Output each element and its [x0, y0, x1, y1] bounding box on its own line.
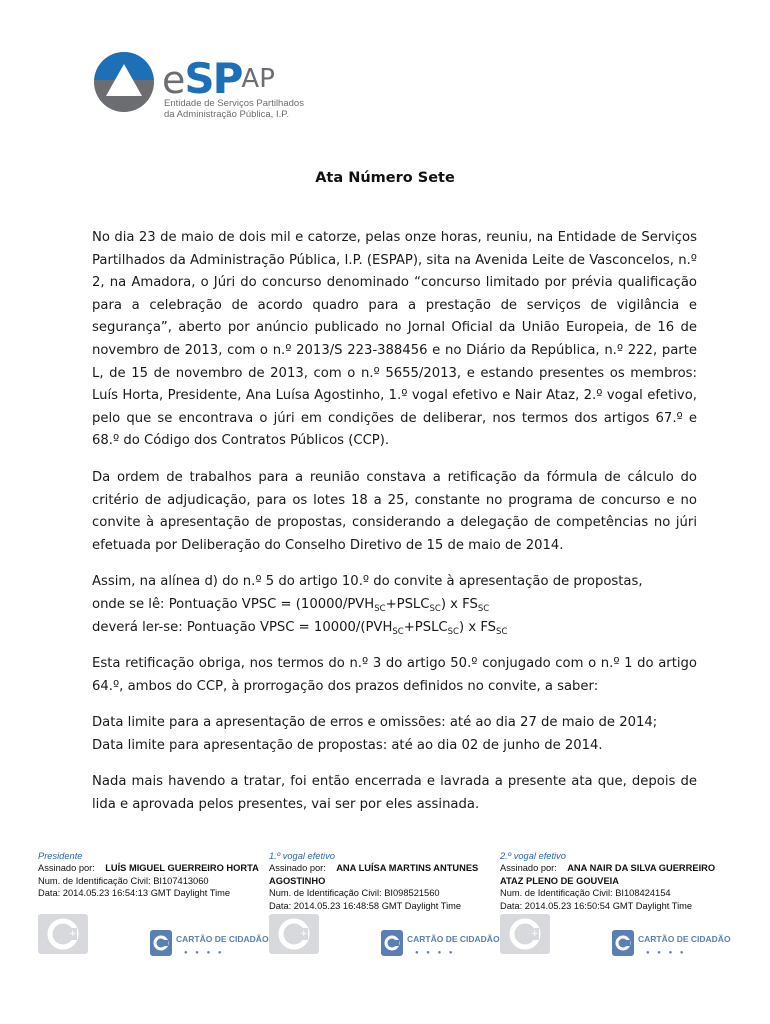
signature-role: 1.º vogal efetivo: [269, 851, 335, 861]
cartao-cidadao-icon: [381, 930, 403, 956]
document-title: Ata Número Sete: [315, 170, 455, 186]
logo-tagline-line1: Entidade de Serviços Partilhados: [164, 98, 304, 109]
cartao-cidadao-logo: [381, 930, 500, 960]
cartao-cidadao-icon: [612, 930, 634, 956]
signature-date: Data: 2014.05.23 16:54:13 GMT Daylight Time: [38, 888, 231, 899]
signature-vogal-1: [269, 850, 500, 956]
logo-word-ap: AP: [241, 64, 275, 94]
cartao-cidadao-logo: [612, 930, 731, 960]
signature-name: LUÍS MIGUEL GUERREIRO HORTA: [105, 863, 259, 874]
logo-tagline-line2: da Administração Pública, I.P.: [164, 109, 289, 120]
logo-word-sp: SP: [184, 54, 242, 103]
cartao-cidadao-icon: [150, 930, 172, 956]
signature-signed-by: Assinado por: ANA LUÍSA MARTINS ANTUNES AGOSTINHO: [269, 863, 479, 886]
logo-word-e: e: [162, 58, 185, 102]
cartao-cidadao-label: CARTÃO DE CIDADÃO: [638, 934, 731, 944]
signature-seal-icon: [500, 914, 550, 954]
signature-date: Data: 2014.05.23 16:48:58 GMT Daylight Time: [269, 900, 462, 911]
svg-text:+: +: [531, 929, 539, 939]
deadline-proposals: Data limite para apresentação de propostas: até ao dia 02 de junho de 2014.: [92, 737, 603, 753]
espap-emblem-icon: [92, 50, 156, 114]
formula-old: onde se lê: Pontuação VPSC = $(10000/PVH_{SC}+PSLC_{SC})$ x $FS_{SC}$: [92, 596, 490, 614]
signature-vogal-2: [500, 850, 731, 956]
svg-text:+: +: [300, 929, 308, 939]
deadline-errors: Data limite para a apresentação de erros e omissões: até ao dia 27 de maio de 2014;: [92, 715, 658, 731]
signature-president: [38, 850, 269, 956]
signature-block: [38, 850, 738, 960]
paragraph-agenda: Da ordem de trabalhos para a reunião constava a retificação da fórmula de cálculo do critério de adjudicação, para os lotes 18 a 25, constante no programa de concurso e no convite à apresentação de propostas, considerando a delegação de competências no júri efetuada por Deliberação do Conselho Diretivo de 15 de maio de 2014.: [92, 469, 697, 553]
signature-signed-by: Assinado por: ANA NAIR DA SILVA GUERREIRO ATAZ PLENO DE GOUVEIA: [500, 863, 716, 886]
cartao-cidadao-dots: ● ● ● ●: [184, 950, 225, 956]
espap-logo: [92, 48, 322, 128]
cartao-cidadao-label: CARTÃO DE CIDADÃO: [407, 934, 500, 944]
signature-id: Num. de Identificação Civil: BI107413060: [38, 875, 209, 886]
paragraph-formula: [92, 571, 697, 639]
document-body: [92, 227, 697, 831]
signature-role: Presidente: [38, 851, 83, 861]
paragraph-extension: Esta retificação obriga, nos termos do n.º 3 do artigo 50.º conjugado com o n.º 1 do artigo 64.º, ambos do CCP, à prorrogação dos prazos definidos no convite, a saber:: [92, 656, 697, 694]
cartao-cidadao-dots: ● ● ● ●: [415, 950, 456, 956]
signature-name: ANA LUÍSA MARTINS ANTUNES AGOSTINHO: [269, 863, 479, 886]
signature-seal-icon: [269, 914, 319, 954]
paragraph-opening: No dia 23 de maio de dois mil e catorze, pelas onze horas, reuniu, na Entidade de Serviços Partilhados da Administração Pública, I.P. (ESPAP), sita na Avenida Leite de Vasconcelos, n.º 2, na Amadora, o Júri do concurso denominado “concurso limitado por prévia qualificação para a celebração de acordo quadro para a prestação de serviços de vigilância e segurança”, aberto por anúncio publicado no Jornal Oficial da União Europeia, de 16 de novembro de 2013, com o n.º 2013/S 223-388456 e no Diário da República, n.º 222, parte L, de 15 de novembro de 2013, com o n.º 5655/2013, e estando presentes os membros: Luís Horta, Presidente, Ana Luísa Agostinho, 1.º vogal efetivo e Nair Ataz, 2.º vogal efetivo, pelo que se encontrava o júri em condições de deliberar, nos termos dos artigos 67.º e 68.º do Código dos Contratos Públicos (CCP).: [92, 230, 697, 449]
logo-wordmark: [162, 54, 275, 103]
cartao-cidadao-label: CARTÃO DE CIDADÃO: [176, 934, 269, 944]
signature-id: Num. de Identificação Civil: BI098521560: [269, 888, 440, 899]
formula-intro: Assim, na alínea d) do n.º 5 do artigo 10.º do convite à apresentação de propostas,: [92, 574, 643, 590]
cartao-cidadao-dots: ● ● ● ●: [646, 950, 687, 956]
signature-seal-icon: [38, 914, 88, 954]
formula-new: deverá ler-se: Pontuação VPSC = $10000/(PVH_{SC}+PSLC_{SC})$ x $FS_{SC}$: [92, 619, 508, 637]
svg-text:+: +: [69, 929, 77, 939]
logo-tagline: [164, 98, 304, 120]
signature-id: Num. de Identificação Civil: BI108424154: [500, 888, 671, 899]
signature-role: 2.º vogal efetivo: [500, 851, 566, 861]
paragraph-deadlines: [92, 712, 697, 757]
signature-signed-by: Assinado por: LUÍS MIGUEL GUERREIRO HORTA: [38, 863, 259, 874]
cartao-cidadao-logo: [150, 930, 269, 960]
paragraph-closing: Nada mais havendo a tratar, foi então encerrada e lavrada a presente ata que, depois de lida e aprovada pelos presentes, vai ser por eles assinada.: [92, 774, 697, 813]
signature-name: ANA NAIR DA SILVA GUERREIRO ATAZ PLENO DE GOUVEIA: [500, 863, 716, 886]
signature-date: Data: 2014.05.23 16:50:54 GMT Daylight Time: [500, 900, 693, 911]
